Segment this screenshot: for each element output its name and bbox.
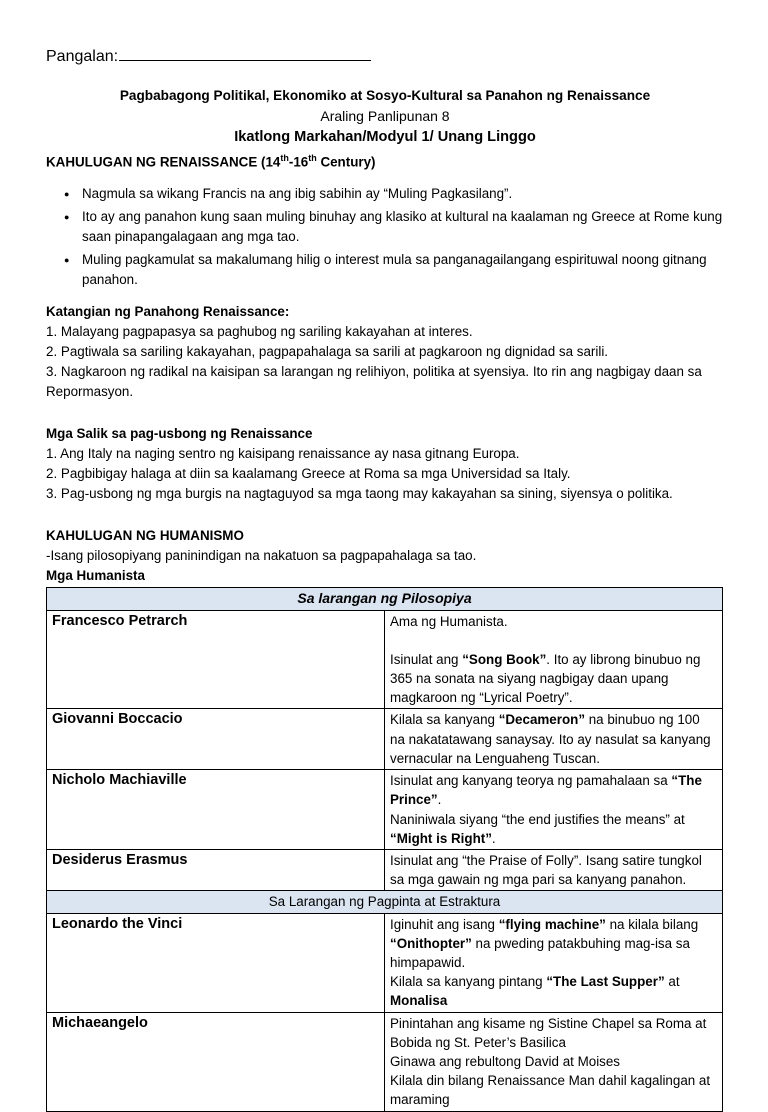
list-item: 1. Malayang pagpapasya sa paghubog ng sariling kakayahan at interes. [46, 324, 473, 340]
salik-section [46, 424, 724, 504]
list-item: ● Nagmula sa wikang Francis na ang ibig sabihin ay “Muling Pagkasilang”. [82, 184, 724, 204]
humanist-name: Desiderus Erasmus [47, 849, 385, 890]
name-blank[interactable] [119, 46, 371, 61]
table-row [47, 913, 723, 1012]
katangian-heading: Katangian ng Panahong Renaissance: [46, 304, 290, 320]
section-header-pilosopiya: Sa larangan ng Pilosopiya [47, 588, 723, 610]
table-row [47, 709, 723, 770]
humanist-description: Kilala sa kanyang “Decameron” na binubuo ng 100 na nakatatawang sanaysay. Ito ay nasulat sa kanyang vernacular na Lenguaheng Tuscan. [385, 709, 723, 770]
name-label: Pangalan: [46, 48, 119, 65]
katangian-section [46, 302, 724, 402]
humanismo-heading: KAHULUGAN NG HUMANISMO [46, 528, 244, 544]
list-item: 3. Nagkaroon ng radikal na kaisipan sa larangan ng relihiyon, politika at syensiya. Ito rin ang nagbigay daan sa Repormasyon. [46, 364, 702, 400]
humanist-description: Ama ng Humanista. Isinulat ang “Song Book”. Ito ay librong binubuo ng 365 na sonata na siyang nagbigay daan upang magkaroon ng “Lyrical Poetry”. [385, 610, 723, 709]
subject-line: Araling Panlipunan 8 [320, 108, 450, 124]
document-body [46, 86, 724, 1112]
list-item: 2. Pagbibigay halaga at diin sa kaalamang Greece at Roma sa mga Universidad sa Italy. [46, 466, 571, 482]
table-row [47, 849, 723, 890]
humanist-description: Iginuhit ang isang “flying machine” na kilala bilang “Onithopter” na pweding patakbuhing mag-isa sa himpapawid. Kilala sa kanyang pintang “The Last Supper” at Monalisa [385, 913, 723, 1012]
humanismo-section [46, 526, 724, 586]
name-field-line [46, 46, 371, 66]
humanista-table-heading: Mga Humanista [46, 568, 145, 584]
humanismo-definition: -Isang pilosopiyang paninindigan na nakatuon sa pagpapahalaga sa tao. [46, 548, 477, 564]
table-row [47, 1012, 723, 1111]
table-row [47, 770, 723, 850]
document-title: Pagbabagong Politikal, Ekonomiko at Sosyo-Kultural sa Panahon ng Renaissance [119, 88, 651, 103]
renaissance-bullets [46, 184, 724, 290]
humanista-table [46, 587, 723, 1111]
list-item: 2. Pagtiwala sa sariling kakayahan, pagpapahalaga sa sarili at pagkaroon ng dignidad sa sarili. [46, 344, 609, 360]
humanist-name: Giovanni Boccacio [47, 709, 385, 770]
list-item: ● Ito ay ang panahon kung saan muling binuhay ang klasiko at kultural na kaalaman ng Greece at Rome kung saan pinapangalagaan ang mga tao. [82, 207, 724, 247]
list-item: ● Muling pagkamulat sa makalumang hilig o interest mula sa panganagailangang espirituwal noong gitnang panahon. [82, 250, 724, 290]
section-header-pagpinta: Sa Larangan ng Pagpinta at Estraktura [47, 891, 723, 913]
humanist-description: Isinulat ang kanyang teorya ng pamahalaan sa “The Prince”. Naniniwala siyang “the end justifies the means” at “Might is Right”. [385, 770, 723, 850]
table-row [47, 610, 723, 709]
humanist-name: Nicholo Machiaville [47, 770, 385, 850]
table-row [47, 891, 723, 913]
table-row [47, 588, 723, 610]
humanist-name: Michaeangelo [47, 1012, 385, 1111]
list-item: 3. Pag-usbong ng mga burgis na nagtaguyod sa mga taong may kakayahan sa sining, siyensya o politika. [46, 486, 673, 502]
humanist-name: Francesco Petrarch [47, 610, 385, 709]
salik-heading: Mga Salik sa pag-usbong ng Renaissance [46, 426, 313, 442]
humanist-description: Pinintahan ang kisame ng Sistine Chapel sa Roma at Bobida ng St. Peter’s Basilica Ginawa ang rebultong David at Moises Kilala din bilang Renaissance Man dahil kagalingan at maraming [385, 1012, 723, 1111]
list-item: 1. Ang Italy na naging sentro ng kaisipang renaissance ay nasa gitnang Europa. [46, 446, 520, 462]
quarter-line: Ikatlong Markahan/Modyul 1/ Unang Linggo [234, 129, 536, 145]
humanist-name: Leonardo the Vinci [47, 913, 385, 1012]
renaissance-heading: KAHULUGAN NG RENAISSANCE (14th-16th Century) [46, 153, 376, 170]
humanist-description: Isinulat ang “the Praise of Folly”. Isang satire tungkol sa mga gawain ng mga pari sa kanyang panahon. [385, 849, 723, 890]
